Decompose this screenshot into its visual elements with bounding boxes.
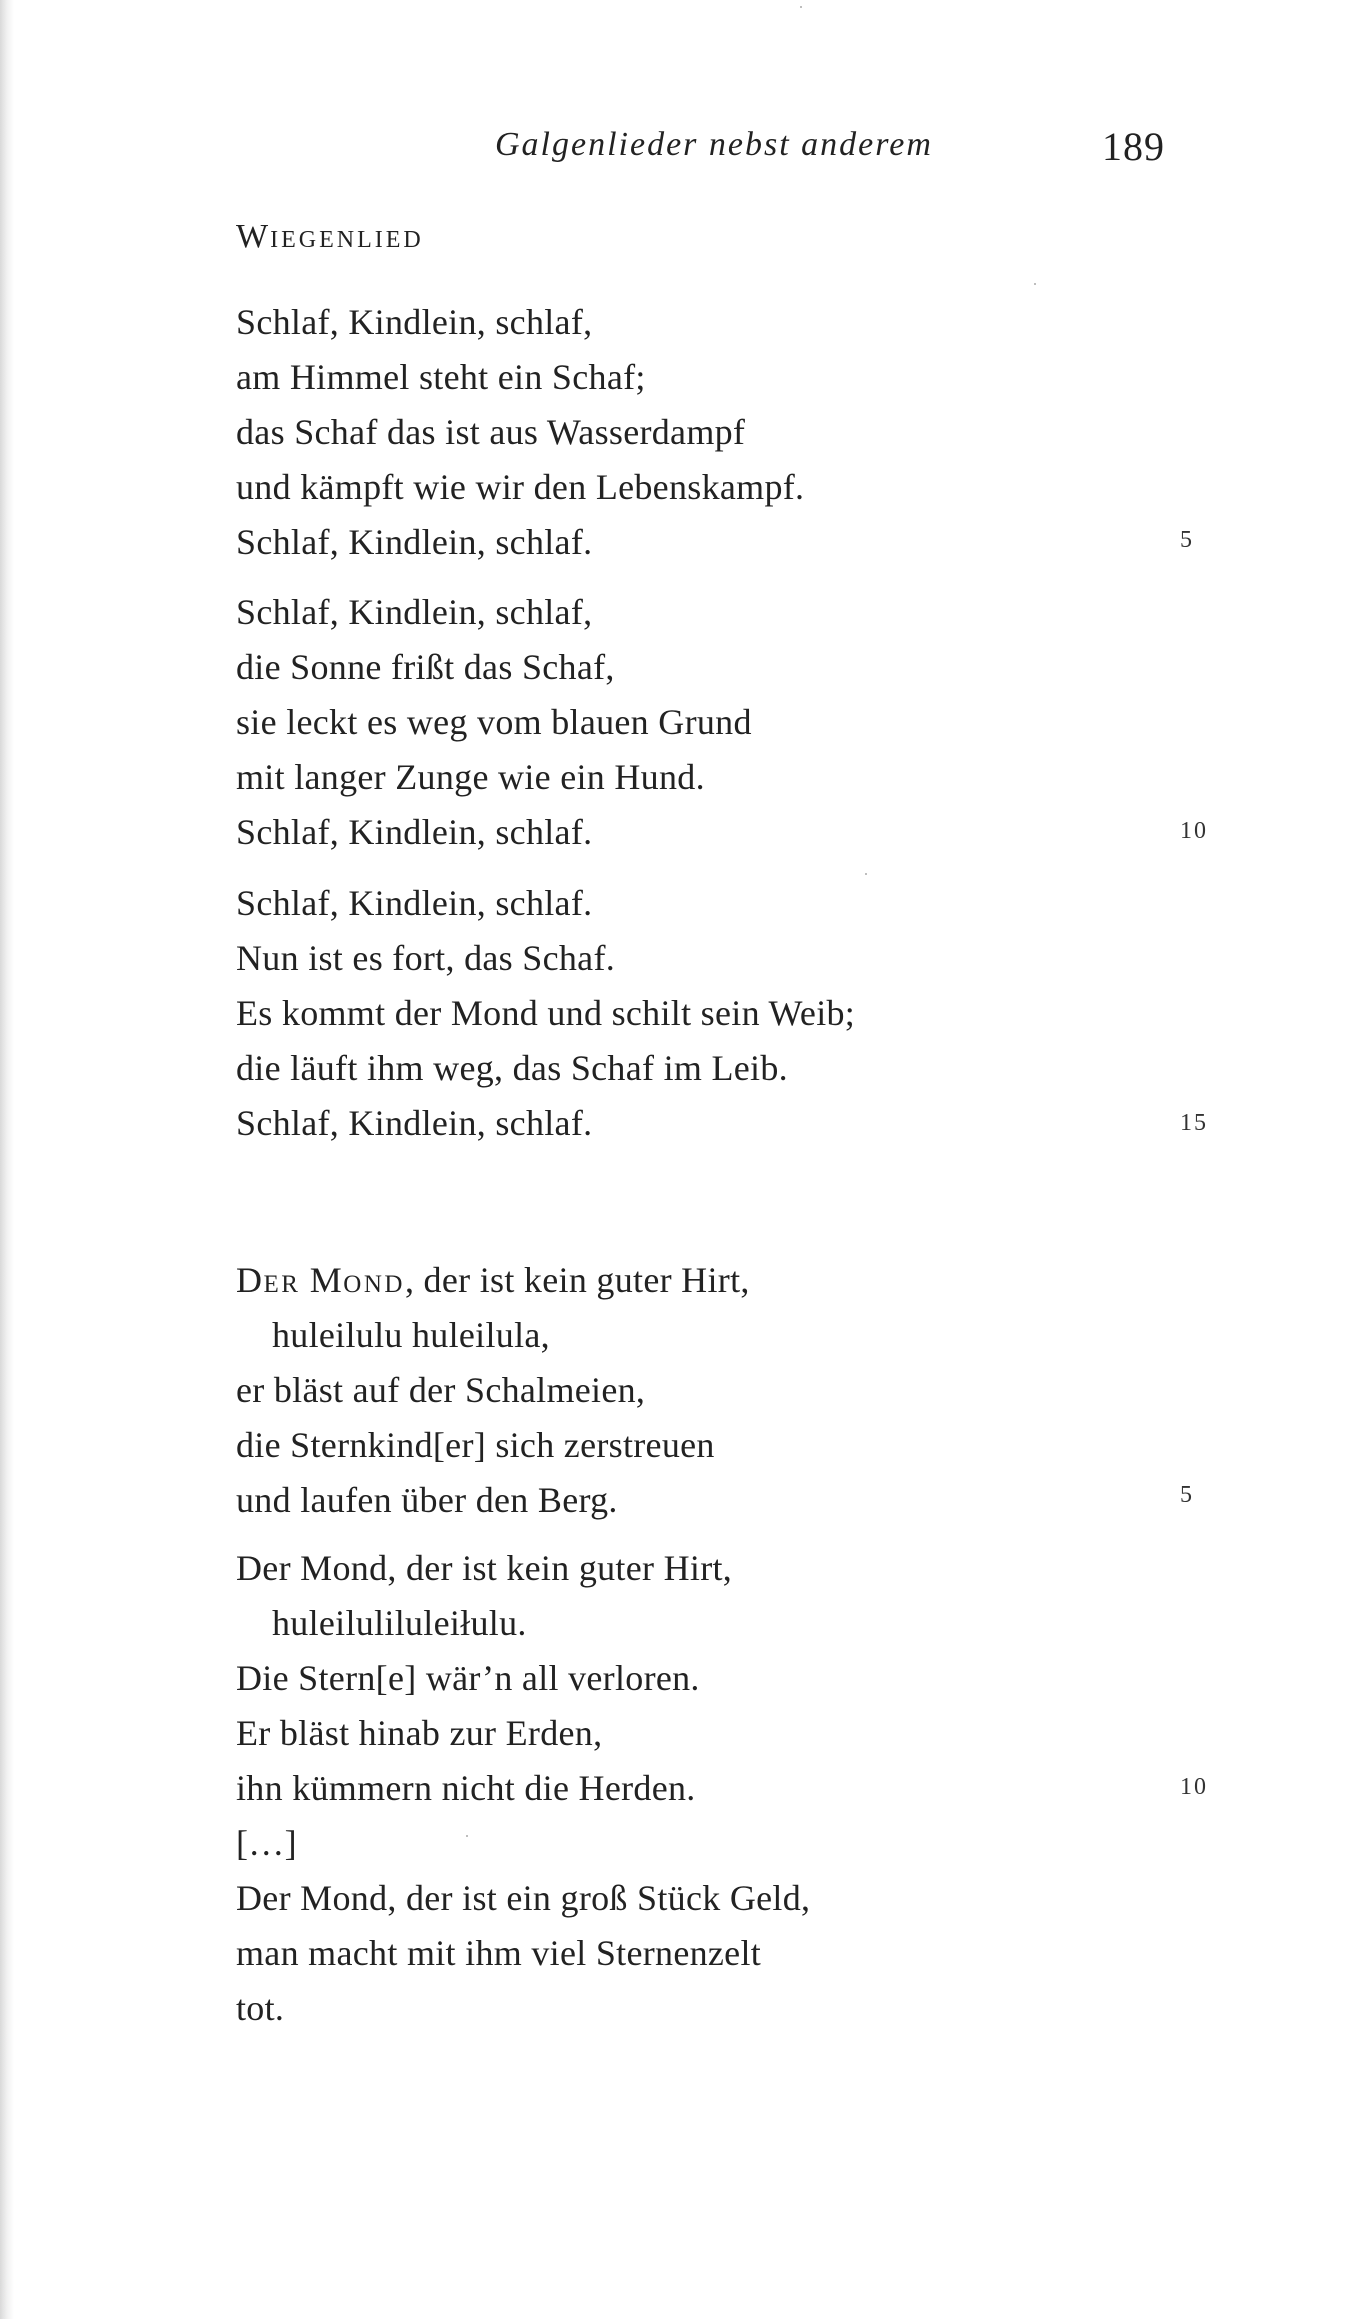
verse-line: Schlaf, Kindlein, schlaf.: [236, 522, 593, 562]
poem-title-initial: W: [236, 218, 271, 255]
verse-line: und laufen über den Berg.: [236, 1480, 618, 1520]
verse-line: er bläst auf der Schalmeien,: [236, 1370, 646, 1410]
opening-ond: OND: [343, 1271, 405, 1298]
verse-line: […]: [236, 1823, 297, 1863]
verse-line: huleilulu huleilula,: [272, 1315, 550, 1355]
page-number: 189: [1102, 124, 1165, 169]
verse-line: Nun ist es fort, das Schaf.: [236, 938, 616, 978]
line-number: 15: [1180, 1110, 1208, 1136]
poem1-stanza-2: [236, 585, 996, 860]
running-title: Galgenlieder nebst anderem: [495, 126, 933, 163]
verse-line: man macht mit ihm viel Sternenzelt: [236, 1933, 762, 1973]
verse-line: sie leckt es weg vom blauen Grund: [236, 702, 752, 742]
print-speck: [1034, 283, 1036, 285]
opening-rest: , der ist kein guter Hirt,: [404, 1260, 750, 1300]
poem2-stanza-1: [236, 1253, 996, 1528]
verse-line: am Himmel steht ein Schaf;: [236, 357, 646, 397]
verse-line: und kämpft wie wir den Lebenskampf.: [236, 467, 805, 507]
verse-line: huleiluliluleiłulu.: [272, 1603, 527, 1643]
running-head: [495, 126, 1165, 186]
print-speck: [466, 1835, 468, 1837]
verse-line: tot.: [236, 1988, 285, 2028]
verse-line: das Schaf das ist aus Wasserdampf: [236, 412, 746, 452]
poem-title-rest: IEGENLIED: [270, 227, 424, 253]
verse-line: Der Mond, der ist ein groß Stück Geld,: [236, 1878, 811, 1918]
opening-er: ER: [263, 1271, 301, 1298]
verse-line: die Sternkind[er] sich zerstreuen: [236, 1425, 715, 1465]
verse-line: ihn kümmern nicht die Herden.: [236, 1768, 696, 1808]
verse-line: die Sonne frißt das Schaf,: [236, 647, 615, 687]
verse-line: Es kommt der Mond und schilt sein Weib;: [236, 993, 856, 1033]
poem-title-wiegenlied: [236, 218, 424, 256]
poem2-stanza-2: [236, 1541, 996, 2036]
page-gutter-shadow: [0, 0, 14, 2319]
opening-d: D: [236, 1260, 264, 1300]
print-speck: [800, 6, 802, 8]
verse-line: Schlaf, Kindlein, schlaf,: [236, 592, 593, 632]
line-number: 5: [1180, 527, 1194, 553]
verse-line: Die Stern[e] wär’n all verloren.: [236, 1658, 700, 1698]
line-number: 10: [1180, 1774, 1208, 1800]
verse-line: mit langer Zunge wie ein Hund.: [236, 757, 705, 797]
verse-line: Schlaf, Kindlein, schlaf.: [236, 1103, 593, 1143]
print-speck: [865, 873, 867, 875]
poem1-stanza-1: [236, 295, 996, 570]
verse-line: Der Mond, der ist kein guter Hirt,: [236, 1548, 733, 1588]
verse-line: Schlaf, Kindlein, schlaf,: [236, 302, 593, 342]
verse-line: Er bläst hinab zur Erden,: [236, 1713, 603, 1753]
verse-line: Schlaf, Kindlein, schlaf.: [236, 812, 593, 852]
verse-line: die läuft ihm weg, das Schaf im Leib.: [236, 1048, 788, 1088]
line-number: 5: [1180, 1482, 1194, 1508]
poem1-stanza-3: [236, 876, 996, 1151]
opening-m: M: [309, 1260, 344, 1300]
poem2-opening-line: [236, 1253, 996, 1308]
verse-line: Schlaf, Kindlein, schlaf.: [236, 883, 593, 923]
line-number: 10: [1180, 818, 1208, 844]
